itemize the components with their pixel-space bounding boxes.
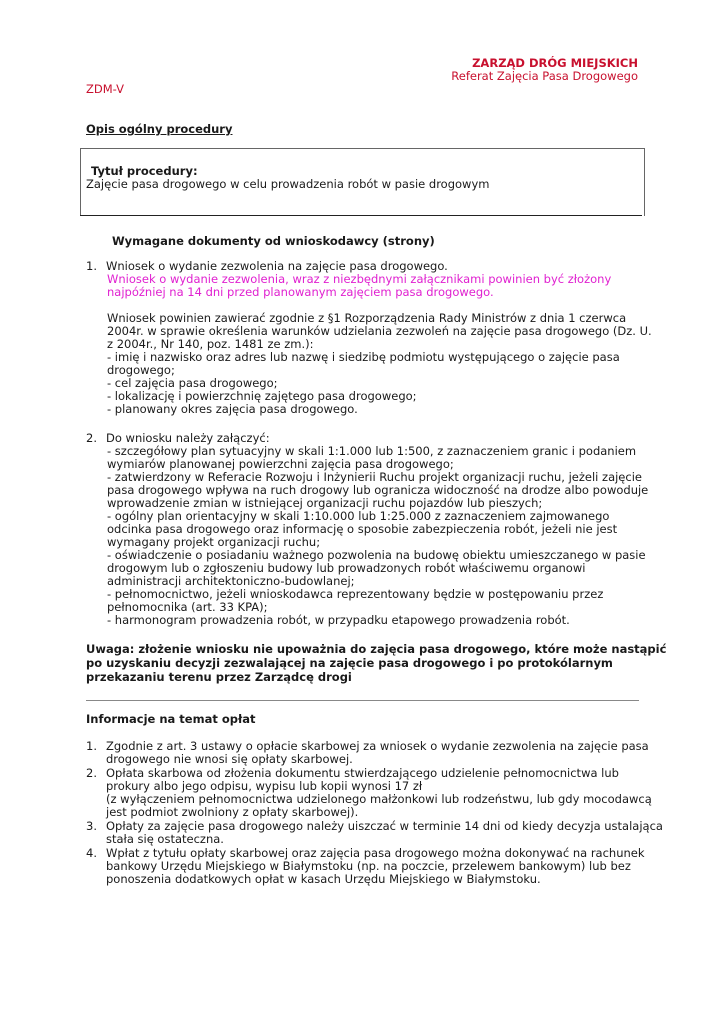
- fee-line: drogowego nie wnosi się opłaty skarbowej.: [106, 752, 353, 766]
- content-line: z 2004r., Nr 140, poz. 1481 ze zm.):: [107, 337, 314, 351]
- fee-line: prokury albo jego odpisu, wypisu lub kopii wynosi 17 zł: [106, 779, 423, 793]
- fee-line: Opłata skarbowa od złożenia dokumentu stwierdzającego udzielenie pełnomocnictwa lub: [106, 766, 619, 780]
- content-line: Wniosek powinien zawierać zgodnie z §1 Rozporządzenia Rady Ministrów z dnia 1 czerwca: [107, 311, 627, 325]
- fee-number: 3.: [86, 819, 97, 833]
- section-divider: [86, 700, 639, 701]
- attachment-line: drogowym lub o zgłoszeniu budowy lub prowadzonych robót właściwemu organowi: [107, 561, 586, 575]
- item-text: Wniosek o wydanie zezwolenia na zajęcie pasa drogowego.: [106, 259, 448, 273]
- warning-line: Uwaga: złożenie wniosku nie upoważnia do zajęcia pasa drogowego, które może nastąpić: [86, 642, 667, 656]
- content-line: 2004r. w sprawie określenia warunków udzielania zezwoleń na zajęcie pasa drogowego (Dz. U.: [107, 324, 652, 338]
- attachment-line: - harmonogram prowadzenia robót, w przypadku etapowego prowadzenia robót.: [107, 613, 570, 627]
- warning-line: po uzyskaniu decyzji zezwalającej na zajęcie pasa drogowego i po protokólarnym: [86, 656, 613, 670]
- attachment-line: - ogólny plan orientacyjny w skali 1:10.000 lub 1:25.000 z zaznaczeniem zajmowanego: [107, 509, 610, 523]
- attachment-line: - oświadczenie o posiadaniu ważnego pozwolenia na budowę obiektu umieszczanego w pasie: [107, 548, 646, 562]
- fee-line: (z wyłączeniem pełnomocnictwa udzielonego małżonkowi lub rodzeństwu, lub gdy mocodawcą: [106, 792, 652, 806]
- deadline-note-line: Wniosek o wydanie zezwolenia, wraz z niezbędnymi załącznikami powinien być złożony: [107, 272, 612, 286]
- deadline-note-line: najpóźniej na 14 dni przed planowanym zajęciem pasa drogowego.: [107, 285, 494, 299]
- attachment-line: odcinka pasa drogowego oraz informację o sposobie zabezpieczenia robót, jeżeli nie jest: [107, 522, 618, 536]
- fee-line: bankowy Urzędu Miejskiego w Białymstoku (np. na poczcie, przelewem bankowym) lub bez: [106, 859, 631, 873]
- requirements-heading: Wymagane dokumenty od wnioskodawcy (strony): [112, 234, 435, 248]
- fee-line: Opłaty za zajęcie pasa drogowego należy uiszczać w terminie 14 dni od kiedy decyzja ustalająca: [106, 819, 663, 833]
- attachment-line: wprowadzenie zmian w istniejącej organizacji ruchu pojazdów lub pieszych;: [107, 496, 543, 510]
- procedure-label: Tytuł procedury:: [91, 164, 198, 178]
- attachment-line: administracji architektoniczno-budowlanej;: [107, 574, 355, 588]
- item-number: 1.: [86, 259, 97, 273]
- fee-line: ponoszenia dodatkowych opłat w kasach Urzędu Miejskiego w Białymstoku.: [106, 872, 541, 886]
- fee-line: Wpłat z tytułu opłaty skarbowej oraz zajęcia pasa drogowego można dokonywać na rachunek: [106, 846, 645, 860]
- attachment-line: wymagany projekt organizacji ruchu;: [107, 535, 321, 549]
- fee-number: 2.: [86, 766, 97, 780]
- fee-number: 1.: [86, 739, 97, 753]
- warning-line: przekazaniu terenu przez Zarządcę drogi: [86, 670, 352, 684]
- fee-line: Zgodnie z art. 3 ustawy o opłacie skarbowej za wniosek o wydanie zezwolenia na zajęcie pasa: [106, 739, 649, 753]
- attachment-line: pasa drogowego wpływa na ruch drogowy lub ogranicza widoczność na drodze albo powoduje: [107, 483, 649, 497]
- content-line: - cel zajęcia pasa drogowego;: [107, 376, 278, 390]
- content-line: - lokalizację i powierzchnię zajętego pasa drogowego;: [107, 389, 417, 403]
- content-line: - planowany okres zajęcia pasa drogowego.: [107, 402, 358, 416]
- org-name: ZARZĄD DRÓG MIEJSKICH: [472, 56, 638, 70]
- procedure-title: Zajęcie pasa drogowego w celu prowadzenia robót w pasie drogowym: [86, 177, 490, 191]
- fee-number: 4.: [86, 846, 97, 860]
- attachment-line: wymiarów planowanej powierzchni zajęcia pasa drogowego;: [107, 457, 454, 471]
- document-code: ZDM-V: [86, 82, 124, 96]
- procedure-box-rule: [80, 215, 642, 216]
- attachment-line: pełnomocnika (art. 33 KPA);: [107, 600, 268, 614]
- fees-heading: Informacje na temat opłat: [86, 712, 256, 726]
- department-name: Referat Zajęcia Pasa Drogowego: [451, 69, 638, 83]
- fee-line: jest podmiot zwolniony z opłaty skarbowej).: [106, 805, 359, 819]
- item-number: 2.: [86, 431, 97, 445]
- attachment-line: - szczegółowy plan sytuacyjny w skali 1:1.000 lub 1:500, z zaznaczeniem granic i podaniem: [107, 444, 637, 458]
- fee-line: stała się ostateczna.: [106, 832, 224, 846]
- content-line: drogowego;: [107, 363, 175, 377]
- item-text: Do wniosku należy załączyć:: [106, 431, 270, 445]
- attachment-line: - pełnomocnictwo, jeżeli wnioskodawca reprezentowany będzie w postępowaniu przez: [107, 587, 604, 601]
- document-title: Opis ogólny procedury: [86, 122, 233, 136]
- attachment-line: - zatwierdzony w Referacie Rozwoju i Inżynierii Ruchu projekt organizacji ruchu, jeżeli zajęcie: [107, 470, 642, 484]
- content-line: - imię i nazwisko oraz adres lub nazwę i siedzibę podmiotu występującego o zajęcie pasa: [107, 350, 620, 364]
